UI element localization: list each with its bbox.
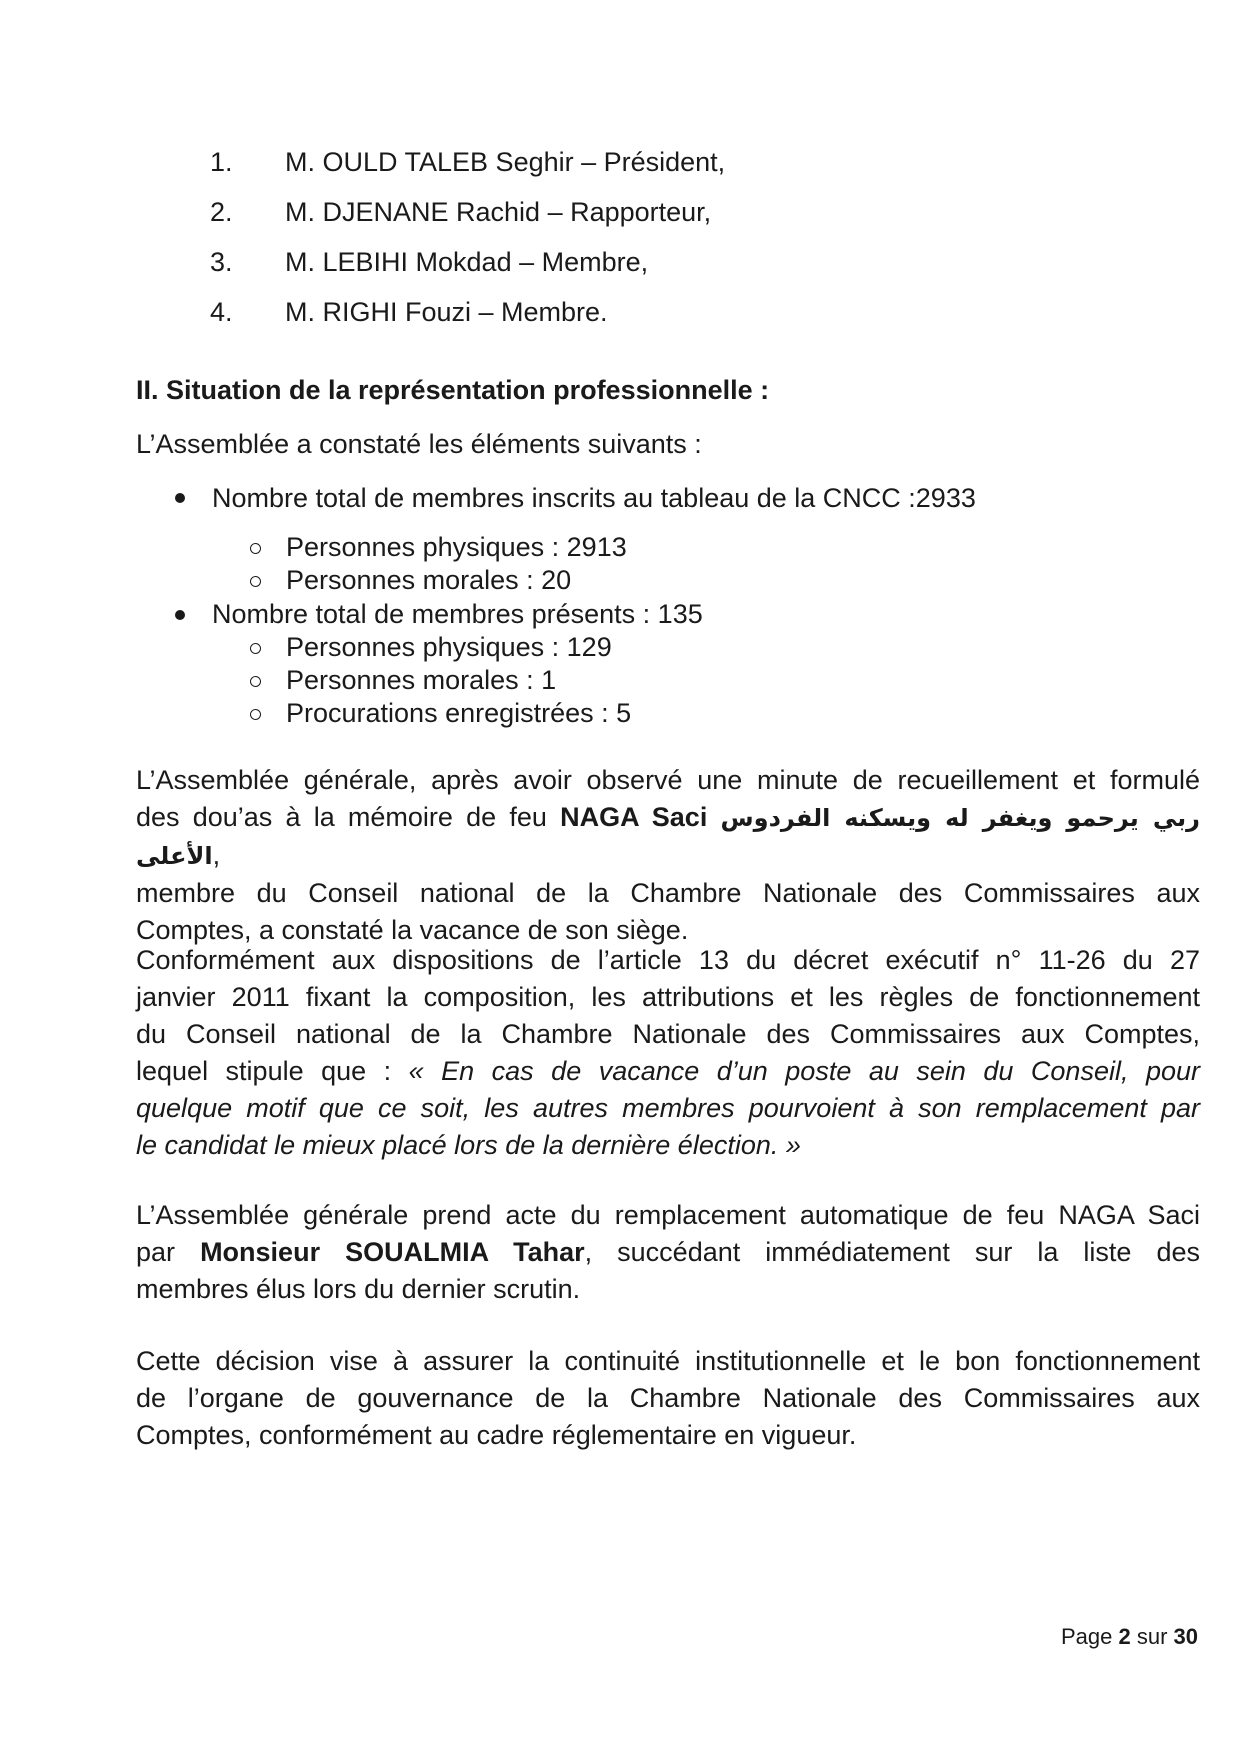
circle-bullet-icon: [250, 709, 261, 720]
paragraph-replacement: [136, 1197, 1200, 1308]
page-number: [1061, 1624, 1198, 1650]
list-item: M. DJENANE Rachid – Rapporteur,: [285, 197, 712, 227]
punctuation: ,: [212, 840, 221, 870]
paragraph-text: des dou’as à la mémoire de feu: [136, 802, 547, 832]
list-item: Personnes physiques : 2913: [286, 532, 627, 562]
page-sep: sur: [1136, 1624, 1168, 1649]
circle-bullet-icon: [250, 543, 261, 554]
paragraph-text: , succédant immédiatement sur la liste des: [584, 1237, 1200, 1267]
paragraph-line: [136, 799, 1200, 875]
paragraph-line: janvier 2011 fixant la composition, les attributions et les règles de fonctionnement: [136, 982, 1200, 1012]
paragraph-text: lequel stipule que :: [136, 1056, 392, 1086]
paragraph-line: [136, 1234, 1200, 1271]
page-total: 30: [1173, 1624, 1198, 1649]
list-item: M. OULD TALEB Seghir – Président,: [285, 147, 726, 177]
decree-quote: « En cas de vacance d’un poste au sein du Conseil, pour: [408, 1056, 1200, 1086]
deceased-name: NAGA Saci: [560, 802, 708, 832]
paragraph-line: Cette décision vise à assurer la continuité institutionnelle et le bon fonctionnement: [136, 1346, 1200, 1376]
list-item-number: 2.: [210, 197, 233, 227]
paragraph-decree: [136, 942, 1200, 1164]
arabic-prayer: ربي يرحمو ويغفر له ويسكنه الفردوس الأعلى: [136, 804, 1200, 870]
decree-quote: quelque motif que ce soit, les autres membres pourvoient à son remplacement par: [136, 1093, 1200, 1123]
list-item: Procurations enregistrées : 5: [286, 698, 632, 728]
section-heading: II. Situation de la représentation professionnelle :: [136, 375, 770, 405]
circle-bullet-icon: [250, 676, 261, 687]
list-item: M. RIGHI Fouzi – Membre.: [285, 297, 608, 327]
list-item: Personnes physiques : 129: [286, 632, 612, 662]
paragraph-memorial: [136, 762, 1200, 949]
successor-name: Monsieur SOUALMIA Tahar: [200, 1237, 585, 1267]
list-item-number: 1.: [210, 147, 233, 177]
circle-bullet-icon: [250, 576, 261, 587]
paragraph-line: Comptes, a constaté la vacance de son siège.: [136, 915, 689, 945]
bullet-icon: [175, 493, 185, 503]
paragraph-line: L’Assemblée générale prend acte du remplacement automatique de feu NAGA Saci: [136, 1200, 1200, 1230]
list-item: M. LEBIHI Mokdad – Membre,: [285, 247, 649, 277]
list-item: Nombre total de membres inscrits au tableau de la CNCC :2933: [212, 483, 976, 513]
paragraph-line: Comptes, conformément au cadre réglementaire en vigueur.: [136, 1420, 857, 1450]
paragraph-line: L’Assemblée générale, après avoir observé une minute de recueillement et formulé: [136, 765, 1200, 795]
paragraph-line: membres élus lors du dernier scrutin.: [136, 1274, 581, 1304]
paragraph-line: [136, 1090, 1200, 1127]
paragraph-line: du Conseil national de la Chambre Nationale des Commissaires aux Comptes,: [136, 1019, 1200, 1049]
page-label: Page: [1060, 1624, 1113, 1649]
list-item: Personnes morales : 20: [286, 565, 572, 595]
list-item: Personnes morales : 1: [286, 665, 557, 695]
paragraph-line: [136, 1053, 1200, 1090]
circle-bullet-icon: [250, 643, 261, 654]
bullet-icon: [175, 610, 185, 620]
paragraph-decision: [136, 1343, 1200, 1454]
paragraph-line: de l’organe de gouvernance de la Chambre Nationale des Commissaires aux: [136, 1383, 1200, 1413]
paragraph-line: Conformément aux dispositions de l’article 13 du décret exécutif n° 11-26 du 27: [136, 945, 1200, 975]
list-item-number: 4.: [210, 297, 233, 327]
page-current: 2: [1118, 1624, 1131, 1649]
decree-quote: le candidat le mieux placé lors de la dernière élection. »: [136, 1130, 801, 1160]
paragraph-line: [136, 1127, 1200, 1164]
paragraph-text: par: [136, 1237, 176, 1267]
list-item-number: 3.: [210, 247, 233, 277]
list-item: Nombre total de membres présents : 135: [212, 599, 703, 629]
section-intro: L’Assemblée a constaté les éléments suivants :: [136, 429, 702, 459]
paragraph-line: membre du Conseil national de la Chambre Nationale des Commissaires aux: [136, 878, 1200, 908]
